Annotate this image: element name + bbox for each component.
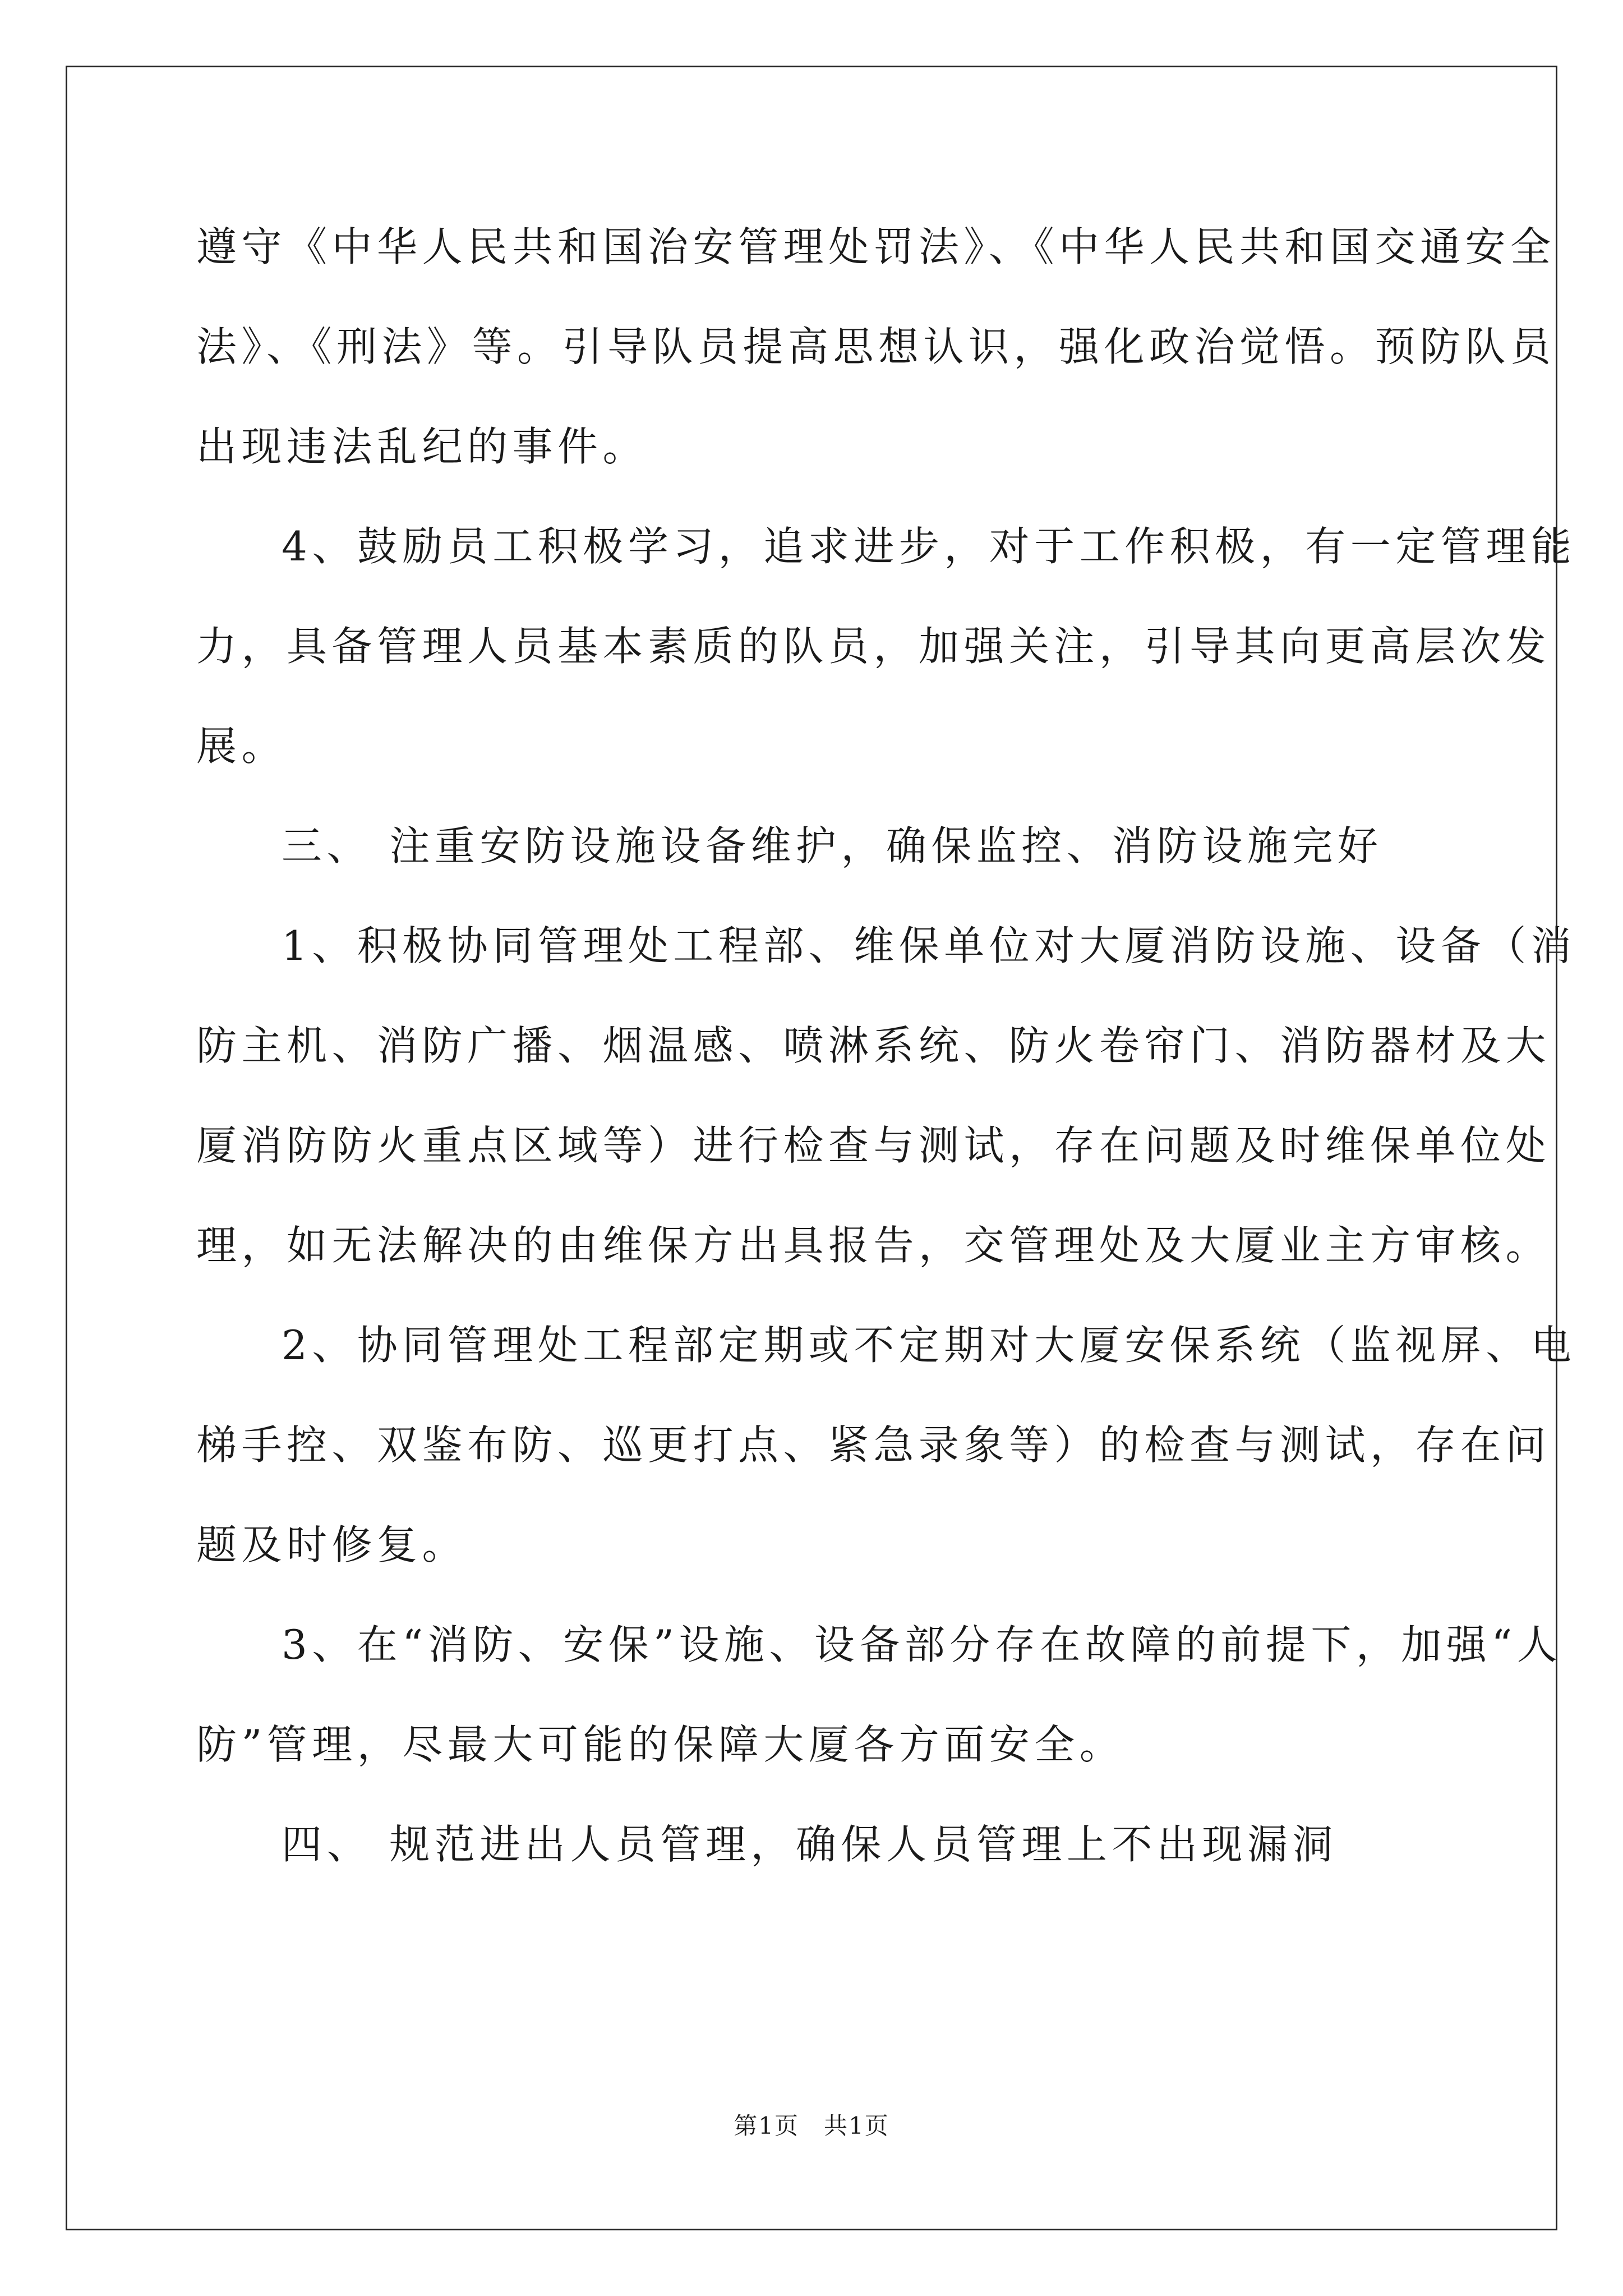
text-line: 力，具备管理人员基本素质的队员，加强关注，引导其向更高层次发 (196, 623, 1551, 670)
text-line: 法》、《刑法》等。引导队员提高思想认识，强化政治觉悟。预防队员 (196, 323, 1556, 370)
text-line: 防主机、消防广播、烟温感、喷淋系统、防火卷帘门、消防器材及大 (196, 1022, 1551, 1069)
text-line: 防”管理，尽最大可能的保障大厦各方面安全。 (196, 1721, 1125, 1768)
document-body (196, 219, 1576, 1916)
text-line: 梯手控、双鉴布防、巡更打点、紧急录象等）的检查与测试，存在问 (196, 1421, 1551, 1469)
section-heading: 四、 规范进出人员管理，确保人员管理上不出现漏洞 (282, 1821, 1338, 1868)
page-footer: 第1页 共1页 (734, 2112, 889, 2139)
text-line: 出现违法乱纪的事件。 (196, 423, 648, 470)
text-line: 2、协同管理处工程部定期或不定期对大厦安保系统（监视屏、电 (282, 1322, 1576, 1369)
text-line: 1、积极协同管理处工程部、维保单位对大厦消防设施、设备（消 (282, 922, 1576, 969)
section-heading: 三、 注重安防设施设备维护，确保监控、消防设施完好 (282, 822, 1383, 869)
text-line: 理，如无法解决的由维保方出具报告，交管理处及大厦业主方审核。 (196, 1222, 1551, 1269)
text-line: 展。 (196, 723, 287, 770)
text-line: 题及时修复。 (196, 1521, 468, 1568)
text-line: 厦消防防火重点区域等）进行检查与测试，存在问题及时维保单位处 (196, 1122, 1551, 1169)
text-line: 遵守《中华人民共和国治安管理处罚法》、《中华人民共和国交通安全 (196, 223, 1556, 270)
text-line: 4、鼓励员工积极学习，追求进步，对于工作积极，有一定管理能 (282, 523, 1576, 570)
text-line: 3、在“消防、安保”设施、设备部分存在故障的前提下，加强“人 (282, 1621, 1562, 1668)
